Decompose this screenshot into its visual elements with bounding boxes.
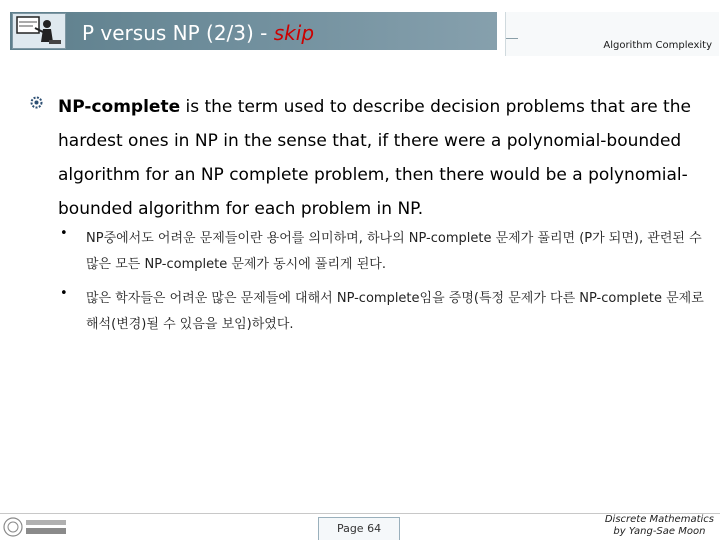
page-number: Page 64 bbox=[318, 517, 400, 540]
main-paragraph bbox=[58, 90, 708, 226]
sub-item-1: NP중에서도 어려운 문제들이란 용어를 의미하며, 하나의 NP-complete 문제가 풀리면 (P가 되면), 관련된 수많은 모든 NP-complete 문제가 동시에 풀리게 된다. bbox=[86, 231, 702, 272]
main-paragraph-text: is the term used to describe decision problems that are the hardest ones in NP in the sense that, if there were a polynomial-bounded algorithm for an NP complete problem, then there would be a polynomial-bounded algorithm for each problem in NP. bbox=[58, 97, 691, 219]
gear-bullet-icon bbox=[30, 96, 43, 109]
presenter-icon bbox=[12, 13, 66, 49]
title-skip: skip bbox=[273, 21, 315, 45]
course-label: Algorithm Complexity bbox=[603, 40, 712, 51]
title-main: P versus NP (2/3) - bbox=[82, 21, 274, 45]
sub-bullet-2: • bbox=[60, 286, 68, 301]
header-divider bbox=[506, 38, 518, 39]
slide-title bbox=[82, 21, 314, 45]
credit bbox=[605, 514, 714, 538]
credit-course: Discrete Mathematics bbox=[604, 514, 714, 525]
title-bar bbox=[10, 12, 497, 50]
term-np-complete: NP-complete bbox=[58, 97, 181, 117]
sub-item-2: 많은 학자들은 어려운 많은 문제들에 대해서 NP-complete임을 증명(특정 문제가 다른 NP-complete 문제로 해석(변경)될 수 있음을 보임)하였다. bbox=[86, 291, 704, 332]
credit-author: by Yang-Sae Moon bbox=[613, 526, 706, 537]
university-logo bbox=[2, 516, 70, 538]
sub-bullet-1: • bbox=[60, 226, 68, 241]
